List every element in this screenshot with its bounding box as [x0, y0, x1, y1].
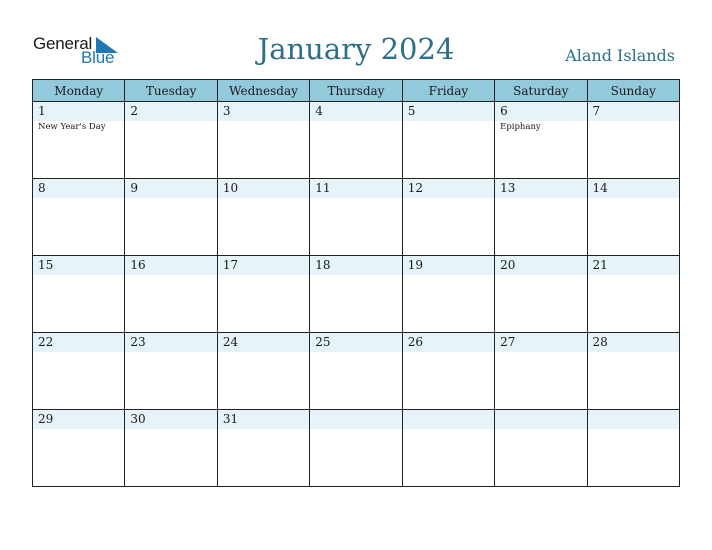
day-band: [495, 410, 586, 429]
day-cell: [217, 333, 309, 410]
day-number: 5: [407, 104, 416, 118]
week-row: [33, 333, 680, 410]
weekday-friday: Friday: [402, 80, 494, 102]
day-number: 20: [500, 258, 516, 272]
day-cell: [587, 179, 679, 256]
day-cell: [402, 102, 494, 179]
day-band: [125, 102, 216, 121]
day-number: 1: [38, 104, 46, 118]
weekday-sunday: Sunday: [587, 80, 679, 102]
day-band: [310, 102, 401, 121]
day-cell: [402, 256, 494, 333]
day-cell: [33, 256, 125, 333]
day-cell: [125, 333, 217, 410]
day-cell: [217, 102, 309, 179]
day-cell: [587, 102, 679, 179]
weekday-saturday: Saturday: [495, 80, 587, 102]
day-number: 9: [130, 181, 139, 195]
day-cell: [217, 256, 309, 333]
logo-general-text: General: [33, 34, 93, 53]
day-number: 10: [222, 181, 239, 195]
week-row: [33, 256, 680, 333]
day-number: 31: [222, 412, 239, 426]
day-band: [125, 179, 216, 198]
day-cell: [402, 179, 494, 256]
day-band: [33, 179, 124, 198]
week-row: [33, 410, 680, 487]
day-cell: [310, 410, 402, 487]
weekday-header-row: [33, 80, 680, 102]
day-number: 12: [407, 181, 423, 195]
calendar-body: [33, 102, 680, 487]
holiday-label: New Year's Day: [38, 122, 106, 132]
day-cell: [402, 410, 494, 487]
day-number: 8: [38, 181, 46, 195]
day-number: 11: [315, 181, 331, 195]
day-number: 13: [500, 181, 516, 195]
day-number: 24: [222, 335, 239, 349]
day-band: [403, 410, 494, 429]
day-number: 2: [130, 104, 139, 118]
day-number: 6: [500, 104, 508, 118]
day-band: [310, 410, 401, 429]
day-number: 15: [38, 258, 54, 272]
weekday-monday: Monday: [33, 80, 125, 102]
weekday-tuesday: Tuesday: [125, 80, 217, 102]
calendar-grid: [32, 79, 680, 487]
day-number: 18: [315, 258, 331, 272]
week-row: [33, 179, 680, 256]
day-number: 22: [38, 335, 54, 349]
day-number: 7: [592, 104, 601, 118]
day-cell: [310, 256, 402, 333]
day-band: [588, 102, 679, 121]
day-band: [588, 410, 679, 429]
week-row: [33, 102, 680, 179]
day-cell: [587, 256, 679, 333]
day-number: 30: [130, 412, 146, 426]
day-cell: [402, 333, 494, 410]
day-number: 3: [222, 104, 231, 118]
region-label: Aland Islands: [565, 46, 675, 65]
day-number: 23: [130, 335, 146, 349]
day-cell: [217, 179, 309, 256]
day-number: 16: [130, 258, 146, 272]
day-cell: [33, 410, 125, 487]
day-cell: [495, 410, 587, 487]
day-cell: [495, 333, 587, 410]
day-number: 17: [222, 258, 239, 272]
weekday-thursday: Thursday: [310, 80, 402, 102]
day-number: 26: [407, 335, 423, 349]
day-cell: [217, 410, 309, 487]
day-band: [403, 102, 494, 121]
day-cell: [495, 102, 587, 179]
day-number: 29: [38, 412, 54, 426]
calendar-title: January 2024: [257, 32, 455, 66]
day-number: 28: [592, 335, 608, 349]
day-cell: [495, 179, 587, 256]
day-cell: [125, 179, 217, 256]
day-band: [495, 102, 586, 121]
day-cell: [310, 333, 402, 410]
day-number: 27: [500, 335, 516, 349]
day-cell: [33, 102, 125, 179]
day-band: [33, 102, 124, 121]
day-cell: [33, 179, 125, 256]
holiday-label: Epiphany: [500, 122, 541, 132]
day-number: 14: [592, 181, 608, 195]
day-cell: [587, 333, 679, 410]
day-band: [218, 102, 309, 121]
logo-blue-text: Blue: [81, 48, 115, 67]
weekday-wednesday: Wednesday: [217, 80, 309, 102]
day-cell: [587, 410, 679, 487]
day-cell: [310, 179, 402, 256]
day-number: 4: [315, 104, 323, 118]
day-cell: [310, 102, 402, 179]
day-number: 25: [315, 335, 331, 349]
day-number: 21: [592, 258, 608, 272]
day-cell: [125, 102, 217, 179]
day-cell: [33, 333, 125, 410]
day-cell: [125, 410, 217, 487]
day-cell: [125, 256, 217, 333]
day-number: 19: [407, 258, 423, 272]
day-cell: [495, 256, 587, 333]
